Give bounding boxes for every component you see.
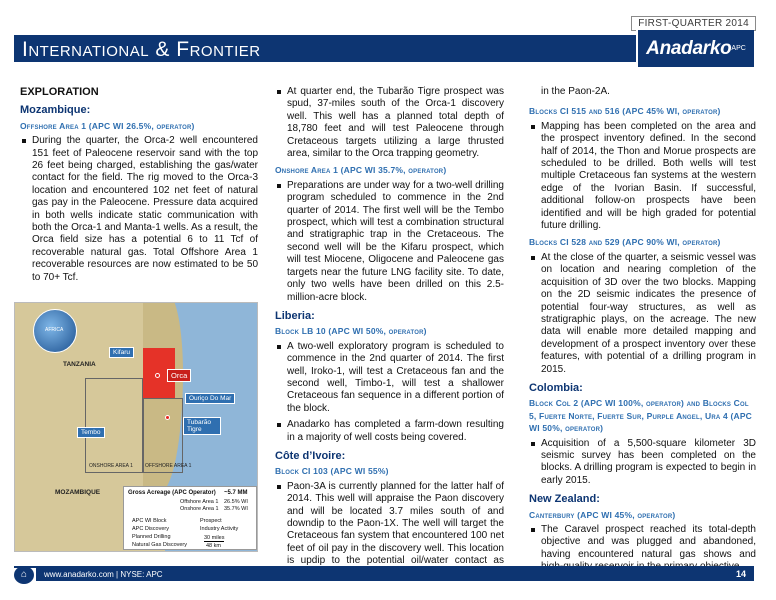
legend-apc-discovery: APC Discovery [132, 526, 169, 532]
scale-miles: 30 miles [204, 535, 225, 541]
country-heading-mozambique: Mozambique: [20, 104, 91, 117]
bullet-list [20, 135, 258, 284]
bullet-item: Paon-3A is currently planned for the latter half of 2014. This well will appraise the Paon discovery and will be located 3.7 miles south of and downdip to the Paon-1X. The well will target the Cretaceous fan system that encountered 100 net feet of oil pay in the discovery well. This location is updip to the potential oil/water contact as [275, 481, 504, 580]
tembo-callout: Tembo [77, 427, 105, 438]
country-heading-new-zealand: New Zealand: [529, 493, 600, 506]
mozambique-label: MOZAMBIQUE [55, 489, 101, 496]
column-3 [529, 86, 756, 578]
bullet-item: At the close of the quarter, a seismic vessel was on location and nearing completion of the acquisition of 3D over the two blocks. Mapping on the 2D seismic indicates the presence of potential four-way structures, as well as stratigraphic plays, on the acreage. The new data will enable more detailed mapping and development of a prospect inventory over these features, with potential of a drilling program in 2015. [529, 252, 756, 376]
page-title: International & Frontier [22, 38, 261, 61]
offshore-block-outline [143, 398, 183, 473]
legend-onshore-wi: 35.7% WI [224, 506, 248, 512]
legend-prospect: Prospect [200, 518, 222, 524]
legend-onshore: Onshore Area 1 [180, 506, 219, 512]
bullet-list [529, 438, 756, 488]
home-icon[interactable]: ⌂ [14, 566, 34, 584]
mozambique-map [14, 302, 258, 552]
legend-total: ~5.7 MM [224, 490, 248, 496]
anadarko-logo[interactable] [636, 30, 754, 67]
block-heading: Onshore Area 1 (APC WI 35.7%, operator) [275, 165, 447, 176]
block-heading: Offshore Area 1 (APC WI 26.5%, operator) [20, 120, 195, 131]
block-heading: Block CI 103 (APC WI 55%) [275, 466, 389, 477]
column-1 [20, 86, 258, 288]
legend-gas: Natural Gas Discovery [132, 542, 188, 548]
bullet-item: At quarter end, the Tubarão Tigre prospect was spud, 37-miles south of the Orca-1 discovery well. This well has a planned total depth of 18,780 feet and will test Paleocene through Cretaceous targets utilizing a large thrusted area, similar to the Orca trapping geometry. [275, 86, 504, 160]
legend-apc-block: APC WI Block [132, 518, 167, 524]
legend-title: Gross Acreage (APC Operator) [128, 490, 216, 496]
offshore-area-label: OFFSHORE AREA 1 [145, 463, 192, 469]
legend-offshore: Offshore Area 1 [180, 499, 219, 505]
map-legend [123, 486, 257, 550]
block-heading: Block Col 2 (APC WI 100%, operator) and Blocks Col 5, Fuerte Norte, Fuerte Sur, Purple Angel, Ura 4 (APC WI 50%, operator) [529, 398, 753, 434]
tanzania-label: TANZANIA [63, 361, 96, 368]
legend-planned: Planned Drilling [132, 534, 171, 540]
block-heading: Blocks CI 528 and 529 (APC 90% WI, operator) [529, 237, 721, 248]
kifaru-callout: Kifaru [109, 347, 134, 358]
continued-text: in the Paon-2A. [541, 86, 610, 97]
orca-callout: Orca [167, 369, 191, 382]
bullet-item: The Caravel prospect reached its total-depth objective and was plugged and abandoned, having encountered natural gas shows and [529, 524, 756, 574]
section-heading: EXPLORATION [20, 86, 99, 98]
column-2 [275, 86, 504, 584]
bullet-item: Anadarko has completed a farm-down resulting in a majority of well costs being covered. [275, 419, 504, 444]
onshore-block-outline [85, 378, 143, 473]
bullet-list [529, 252, 756, 376]
quarter-tag: FIRST-QUARTER 2014 [631, 16, 756, 31]
country-heading-cote-divoire: Côte d’Ivoire: [275, 449, 346, 462]
bullet-item: Mapping has been completed on the area and the prospect inventory defined. In the second half of 2014, the Thon and Morue prospects are scheduled to be drilled. Both wells will test multiple Cretaceous fan systems at the western edge of the Ivorian Basin. If successful, additional follow-on prospects have been identified and will be high graded for potential future drilling. [529, 121, 756, 233]
legend-industry: Industry Activity [200, 526, 239, 532]
title-banner [14, 35, 754, 62]
ourico-callout: Ouriço Do Mar [185, 393, 235, 404]
logo-text: Anadarko [646, 37, 732, 59]
country-heading-liberia: Liberia: [275, 309, 315, 322]
onshore-area-label: ONSHORE AREA 1 [89, 463, 133, 469]
bullet-list [275, 180, 504, 304]
discovery-marker [155, 373, 160, 378]
discovery-marker [165, 415, 170, 420]
footer-link[interactable]: www.anadarko.com | NYSE: APC [44, 570, 163, 579]
bullet-item: During the quarter, the Orca-2 well encountered 151 feet of Paleocene reservoir sand with the top 26 feet being charged, establishing the gas/water contact for the field. The rig moved to the Orca-3 location and encountered 102 net feet of natural gas pay in the Paleocene. Pressure data acquired in both wells indicate static communication with both the Orca-1 and Manta-1 wells. As a result, the Orca field size has a potential 6 to 11 Tcf of recoverable natural gas. Total Offshore Area 1 recoverable resources are now estimated to be 50 to 70+ Tcf. [20, 135, 258, 284]
block-heading: Block LB 10 (APC WI 50%, operator) [275, 326, 427, 337]
bullet-list [275, 86, 504, 160]
block-heading: Canterbury (APC WI 45%, operator) [529, 509, 676, 520]
country-heading-colombia: Colombia: [529, 381, 583, 394]
bullet-item: Acquisition of a 5,500-square kilometer 3D seismic survey has been completed on the blocks. A drilling program is expected to begin in early 2015. [529, 438, 756, 488]
scale-km: 48 km [206, 543, 221, 549]
block-heading: Blocks CI 515 and 516 (APC 45% WI, operator) [529, 106, 721, 117]
globe-label: AFRICA [45, 327, 64, 333]
legend-offshore-wi: 26.5% WI [224, 499, 248, 505]
bullet-list [529, 121, 756, 233]
tubarao-callout: Tubarão Tigre [183, 417, 221, 435]
bullet-item: Preparations are under way for a two-well drilling program scheduled to commence in the 2nd quarter of 2014. The first well will be the Tembo prospect, which will test a combination structural and stratigraphic trap in the Cretaceous. The second well will be the Kifaru prospect, which will test Miocene, Oligocene and Paleocene gas targets near the future LNG facility site. To date, only two wells have been drilled on this 2.5-million-acre block. [275, 180, 504, 304]
footer-bar [36, 568, 754, 581]
bullet-item: A two-well exploratory program is scheduled to commence in the 2nd quarter of 2014. The first well, Iroko-1, will test a Cretaceous fan and the second well, Timbo-1, will test a shallower Cretaceous fan sequence in a different portion of the block. [275, 341, 504, 415]
page-number: 14 [735, 569, 746, 579]
logo-mark: APC [731, 45, 746, 52]
bullet-list [275, 341, 504, 444]
